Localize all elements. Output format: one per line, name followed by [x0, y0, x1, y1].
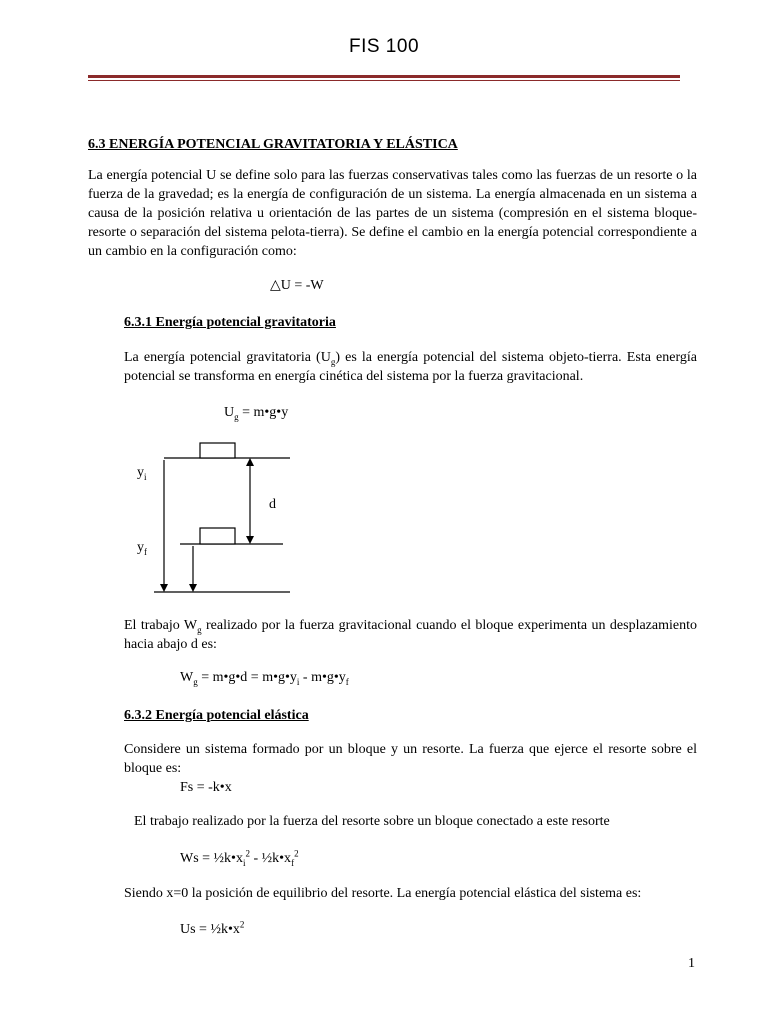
block-final: [200, 528, 235, 544]
intro-paragraph: La energía potencial U se define solo para las fuerzas conservativas tales como las fuerzas de un resorte o la fuerza de la gravedad; es la energía de configuración de un sistema. La energía almacenada en un sistema a causa de la posición relativa u orientación de las partes de un sistema (compresión en el sistema bloque-resorte o separación del sistema pelota-tierra). Se define el cambio en la energía potencial correspondiente a un cambio en la configuración como:: [88, 168, 697, 259]
ug-formula: $U_g$ = m•g•y: [224, 405, 289, 422]
us-formula: $Us = \frac{1}{2}k•x^2$: [180, 919, 245, 937]
gravitational-paragraph: La energía potencial gravitatoria $(U_g)$ es la energía potencial del sistema objeto-tierra. Esta energía potencial se transforma en energía cinética del sistema por la fuerza gravitacional.: [124, 350, 697, 384]
elastic-paragraph: Considere un sistema formado por un bloque y un resorte. La fuerza que ejerce el resorte sobre el bloque es:: [124, 742, 697, 776]
equilibrium-text: Siendo x=0 la posición de equilibrio del resorte. La energía potencial elástica del sistema es:: [124, 886, 642, 901]
subsection-gravitational-title: 6.3.1 Energía potencial gravitatoria: [124, 315, 336, 330]
delta-u-formula: △U = -W: [270, 278, 324, 293]
header-rule-thick: [88, 75, 680, 78]
wg-formula: $W_g$ = m•g•d = $m•g•y_i$ - $m•g•y_f$: [180, 670, 349, 687]
yf-label: $y_f$: [137, 540, 147, 557]
yi-label: $y_i$: [137, 465, 147, 482]
page-header-title: FIS 100: [348, 36, 420, 57]
work-gravity-paragraph: El trabajo $W_g$ realizado por la fuerza gravitacional cuando el bloque experimenta un desplazamiento hacia abajo d es:: [124, 618, 697, 652]
d-label: d: [269, 497, 276, 512]
subsection-elastic-title: 6.3.2 Energía potencial elástica: [124, 708, 309, 723]
fs-formula: Fs = -k•x: [180, 780, 232, 795]
diagram-svg: [120, 436, 320, 606]
header-rule-thin: [88, 80, 680, 81]
block-initial: [200, 443, 235, 458]
page-number: 1: [688, 956, 695, 971]
block-drop-diagram: [120, 436, 320, 606]
section-title: 6.3 ENERGÍA POTENCIAL GRAVITATORIA Y ELÁSTICA: [88, 137, 458, 152]
ws-formula: $Ws = \frac{1}{2}k•x_i^2$ - $\frac{1}{2}k•x_f^2$: [180, 848, 299, 868]
spring-work-text: El trabajo realizado por la fuerza del resorte sobre un bloque conectado a este resorte: [134, 814, 610, 829]
